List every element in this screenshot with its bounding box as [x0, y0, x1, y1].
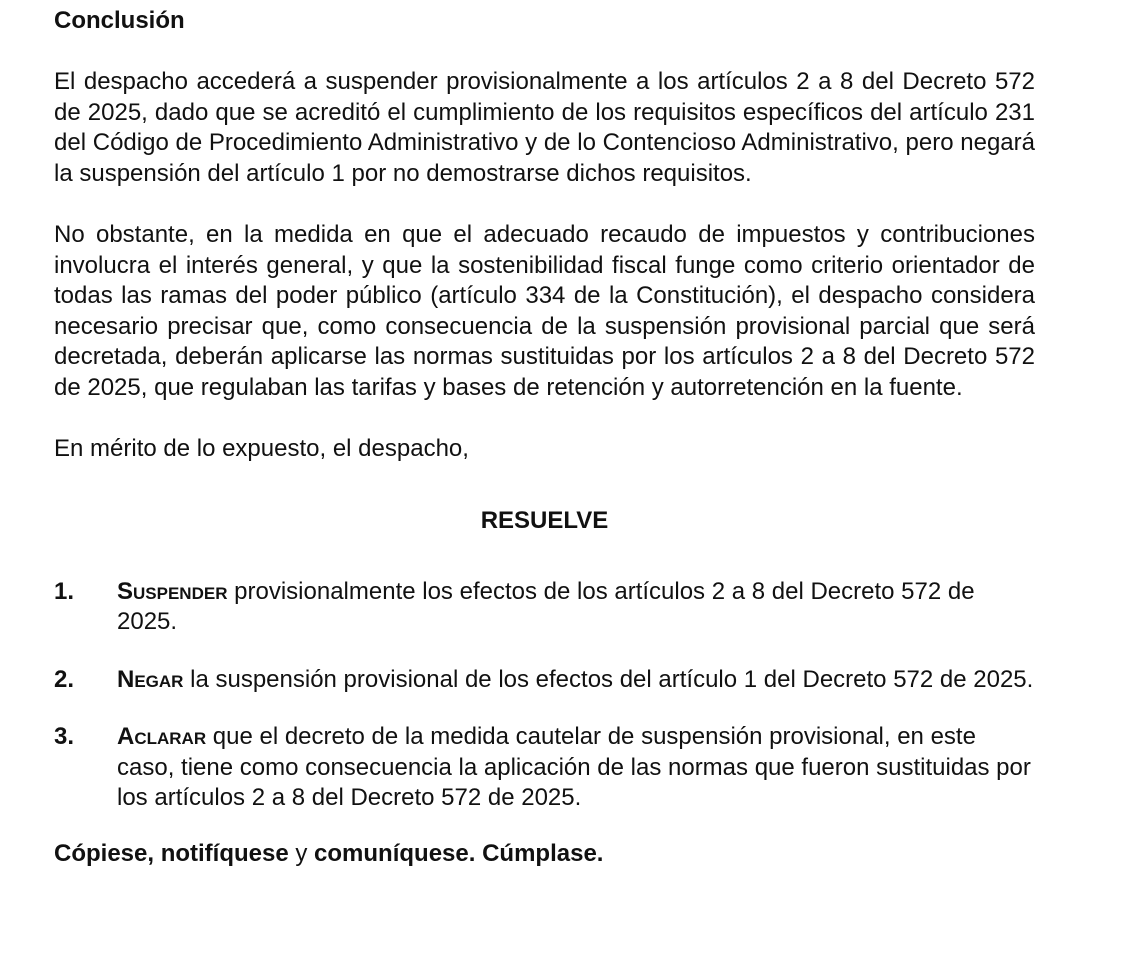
resolution-item-1 [54, 577, 1035, 638]
resolution-item-3 [54, 722, 1035, 814]
conclusion-paragraph-1: El despacho accederá a suspender provisionalmente a los artículos 2 a 8 del Decreto 572 de 2025, dado que se acreditó el cumplimiento de los requisitos específicos del artículo 231 del Código de Procedimiento Administrativo y de lo Contencioso Administrativo, pero negará la suspensión del artículo 1 por no demostrarse dichos requisitos. [54, 68, 1035, 187]
resolution-text: que el decreto de la medida cautelar de suspensión provisional, en este caso, tiene como consecuencia la aplicación de las normas que fueron sustituidas por los artículos 2 a 8 del Decreto 572 de 2025. [117, 723, 1031, 811]
merit-statement: En mérito de lo expuesto, el despacho, [54, 435, 469, 462]
resolution-body [117, 577, 1035, 638]
resolution-verb: Aclarar [117, 723, 207, 750]
resolution-item-2 [54, 665, 1035, 696]
resolution-body [117, 722, 1035, 814]
document-page [54, 0, 1035, 869]
resolution-verb: Suspender [117, 577, 228, 605]
resolution-number: 1. [54, 577, 75, 605]
resolution-text: la suspensión provisional de los efectos del artículo 1 del Decreto 572 de 2025. [183, 665, 1034, 693]
closing-part-2: comuníquese. Cúmplase. [314, 839, 604, 867]
resolutions-list [54, 577, 1035, 814]
closing-formula [54, 839, 1035, 869]
resolution-text: provisionalmente los efectos de los artículos 2 a 8 del Decreto 572 de 2025. [117, 577, 975, 635]
resolve-heading: RESUELVE [480, 506, 609, 534]
closing-part-1: Cópiese, notifíquese [54, 839, 289, 867]
resolution-number: 3. [54, 723, 75, 750]
conclusion-paragraph-2: No obstante, en la medida en que el adecuado recaudo de impuestos y contribuciones involucra el interés general, y que la sostenibilidad fiscal funge como criterio orientador de todas las ramas del poder público (artículo 334 de la Constitución), el despacho considera necesario precisar que, como consecuencia de la suspensión provisional parcial que será decretada, deberán aplicarse las normas sustituidas por los artículos 2 a 8 del Decreto 572 de 2025, que regulaban las tarifas y bases de retención y autorretención en la fuente. [54, 221, 1035, 401]
section-title: Conclusión [54, 7, 185, 34]
resolution-number: 2. [54, 665, 75, 693]
closing-connector: y [288, 839, 315, 867]
resolution-verb: Negar [117, 665, 184, 693]
resolution-body [117, 665, 1035, 696]
